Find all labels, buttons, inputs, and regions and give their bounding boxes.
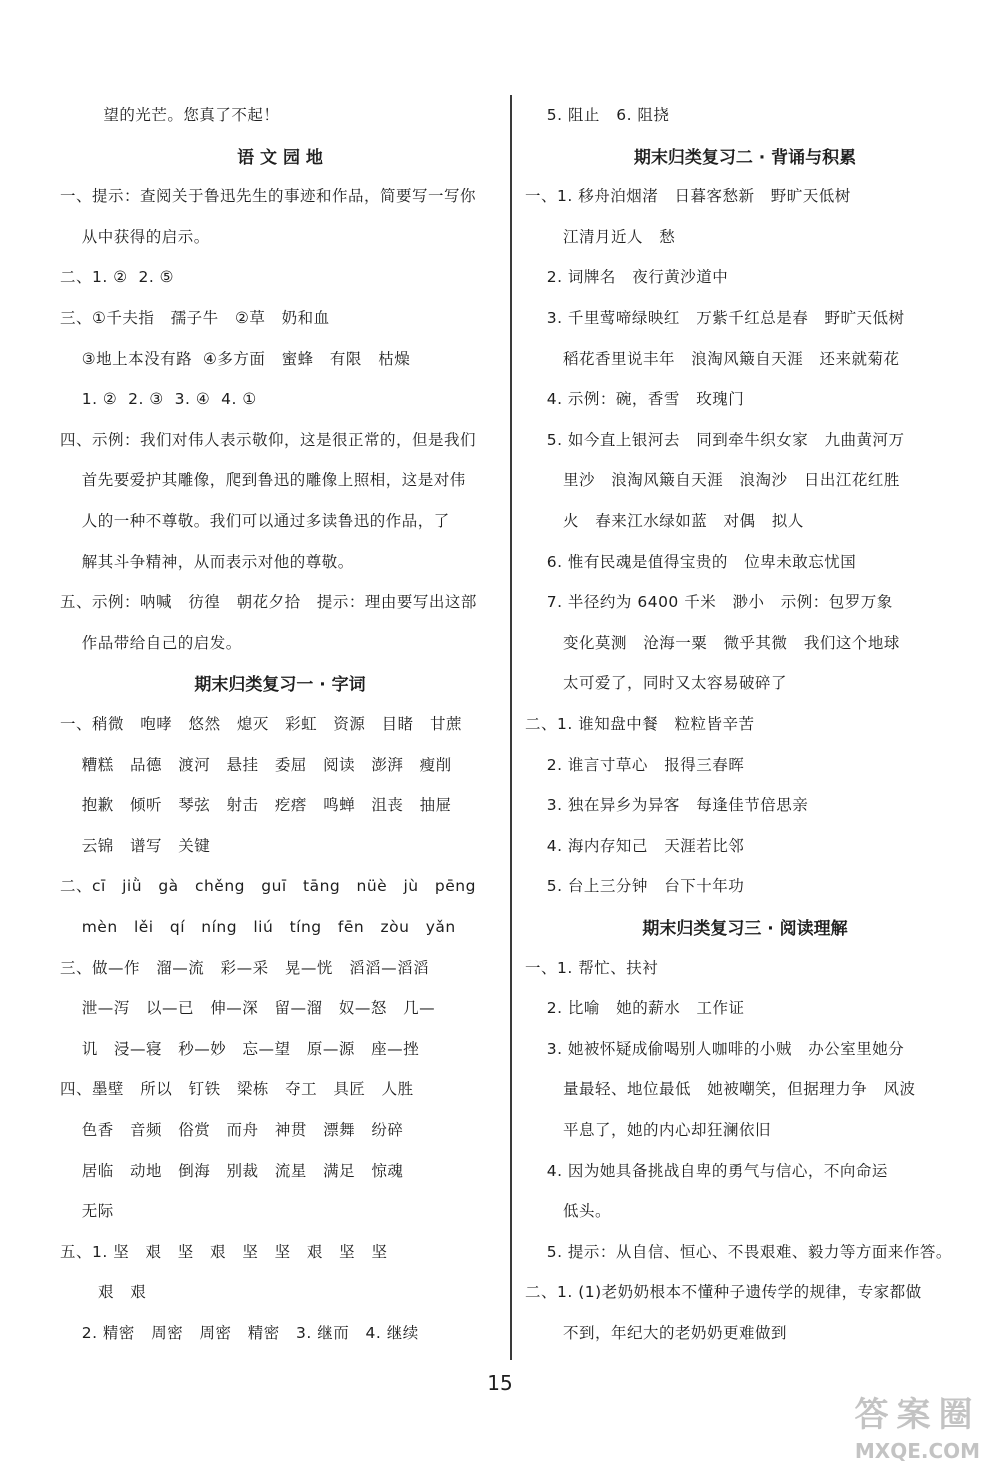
text-line: 2. 谁言寸草心 报得三春晖: [525, 755, 745, 774]
text-line: 三、①千夫指 孺子牛 ②草 奶和血: [60, 309, 330, 327]
text-line: 火 春来江水绿如蓝 对偶 拟人: [525, 512, 804, 530]
text-line: 7. 半径约为 6400 千米 渺小 示例：包罗万象: [525, 593, 893, 612]
text-line: 无际: [60, 1202, 114, 1221]
page-number: 15: [487, 1371, 513, 1395]
text-line: 3. 她被怀疑成偷喝别人咖啡的小贼 办公室里她分: [525, 1039, 905, 1058]
text-line: 3. 千里莺啼绿映红 万紫千红总是春 野旷天低树: [525, 309, 905, 327]
text-line: 二、1. 谁知盘中餐 粒粒皆辛苦: [525, 715, 755, 733]
text-line: 太可爱了，同时又太容易破碎了: [525, 674, 787, 693]
text-line: 3. 独在异乡为异客 每逢佳节倍思亲: [525, 796, 809, 815]
text-line: 一、提示：查阅关于鲁迅先生的事迹和作品，简要写一写你: [60, 187, 477, 206]
text-line: 人的一种不尊敬。我们可以通过多读鲁迅的作品，了: [60, 512, 450, 530]
text-line: 泄—泻 以—已 伸—深 留—溜 奴—怒 几—: [60, 999, 436, 1018]
watermark-mark: 答案圈: [854, 1395, 981, 1435]
watermark-logo: [835, 1395, 1000, 1471]
text-line: 望的光芒。您真了不起！: [60, 106, 280, 124]
text-line: 江清月近人 愁: [525, 227, 676, 246]
text-line: 稻花香里说丰年 浪淘风簸自天涯 还来就菊花: [525, 349, 900, 368]
text-line: 5. 如今直上银河去 同到牵牛织女家 九曲黄河万: [525, 430, 905, 449]
text-line: 四、示例：我们对伟人表示敬仰，这是很正常的，但是我们: [60, 430, 477, 449]
text-line: mèn lěi qí níng liú tíng fēn zòu yǎn: [60, 918, 456, 936]
text-line: 从中获得的启示。: [60, 227, 210, 246]
section-title: 期末归类复习二 · 背诵与积累: [633, 147, 857, 168]
text-line: 居临 动地 倒海 别裁 流星 满足 惊魂: [60, 1161, 404, 1180]
text-line: 变化莫测 沧海一粟 微乎其微 我们这个地球: [525, 633, 900, 652]
text-line: 2. 精密 周密 周密 精密 3. 继而 4. 继续: [60, 1324, 419, 1342]
section-title: 语 文 园 地: [237, 147, 323, 168]
text-line: 二、1. (1)老奶奶根本不懂种子遗传学的规律，专家都做: [525, 1283, 922, 1302]
text-line: 糟糕 品德 渡河 悬挂 委屈 阅读 澎湃 瘦削: [60, 755, 452, 774]
text-line: 作品带给自己的启发。: [60, 633, 242, 652]
text-line: 4. 示例：碗，香雪 玫瑰门: [525, 390, 745, 409]
text-line: 讥 浸—寝 秒—妙 忘—望 原—源 座—挫: [60, 1039, 420, 1058]
text-line: 色香 音频 俗赏 而舟 神贯 漂舞 纷碎: [60, 1121, 404, 1139]
watermark-url: MXQE.COM: [854, 1439, 981, 1463]
text-line: ③地上本没有路 ④多方面 蜜蜂 有限 枯燥: [60, 349, 411, 368]
text-line: 1. ② 2. ③ 3. ④ 4. ①: [60, 390, 257, 409]
text-line: 四、墨壁 所以 钉铁 梁栋 夺工 具匠 人胜: [60, 1080, 414, 1099]
text-line: 2. 比喻 她的薪水 工作证: [525, 999, 745, 1018]
text-line: 五、示例：呐喊 彷徨 朝花夕拾 提示：理由要写出这部: [60, 593, 477, 612]
section-title: 期末归类复习三 · 阅读理解: [642, 919, 848, 939]
text-line: 6. 惟有民魂是值得宝贵的 位卑未敢忘忧国: [525, 552, 857, 571]
text-line: 首先要爱护其雕像，爬到鲁迅的雕像上照相，这是对伟: [60, 471, 466, 490]
text-line: 解其斗争精神，从而表示对他的尊敬。: [60, 552, 354, 571]
text-line: 2. 词牌名 夜行黄沙道中: [525, 268, 729, 287]
text-line: 低头。: [525, 1202, 611, 1221]
text-line: 5. 提示：从自信、恒心、不畏艰难、毅力等方面来作答。: [525, 1242, 952, 1261]
text-line: 一、稍微 咆哮 悠然 熄灭 彩虹 资源 目睹 甘蔗: [60, 715, 462, 733]
text-line: 艰 艰: [60, 1283, 147, 1302]
text-line: 三、做—作 溜—流 彩—采 晃—恍 滔滔—滔滔: [60, 958, 430, 977]
text-line: 5. 台上三分钟 台下十年功: [525, 877, 745, 896]
text-line: 五、1. 坚 艰 坚 艰 坚 坚 艰 坚 坚: [60, 1242, 388, 1261]
text-line: 里沙 浪淘风簸自天涯 浪淘沙 日出江花红胜: [525, 471, 900, 490]
text-line: 云锦 谱写 关键: [60, 836, 211, 855]
text-line: 一、1. 帮忙、扶衬: [525, 958, 659, 977]
text-line: 二、cī jiǜ gà chěng guī tāng nüè jù pēng: [60, 877, 476, 896]
text-line: 4. 海内存知己 天涯若比邻: [525, 836, 745, 855]
column-divider: [510, 95, 512, 1360]
text-line: 4. 因为她具备挑战自卑的勇气与信心，不向命运: [525, 1161, 888, 1180]
text-line: 5. 阻止 6. 阻挠: [525, 106, 670, 124]
section-title: 期末归类复习一 · 字词: [194, 675, 366, 696]
text-line: 二、1. ② 2. ⑤: [60, 268, 175, 287]
text-line: 抱歉 倾听 琴弦 射击 疙瘩 鸣蝉 沮丧 抽屉: [60, 796, 452, 815]
text-line: 不到，年纪大的老奶奶更难做到: [525, 1324, 787, 1342]
text-line: 一、1. 移舟泊烟渚 日暮客愁新 野旷天低树: [525, 187, 851, 206]
text-line: 平息了，她的内心却狂澜依旧: [525, 1121, 771, 1139]
text-line: 量最轻、地位最低 她被嘲笑，但据理力争 风波: [525, 1080, 916, 1099]
